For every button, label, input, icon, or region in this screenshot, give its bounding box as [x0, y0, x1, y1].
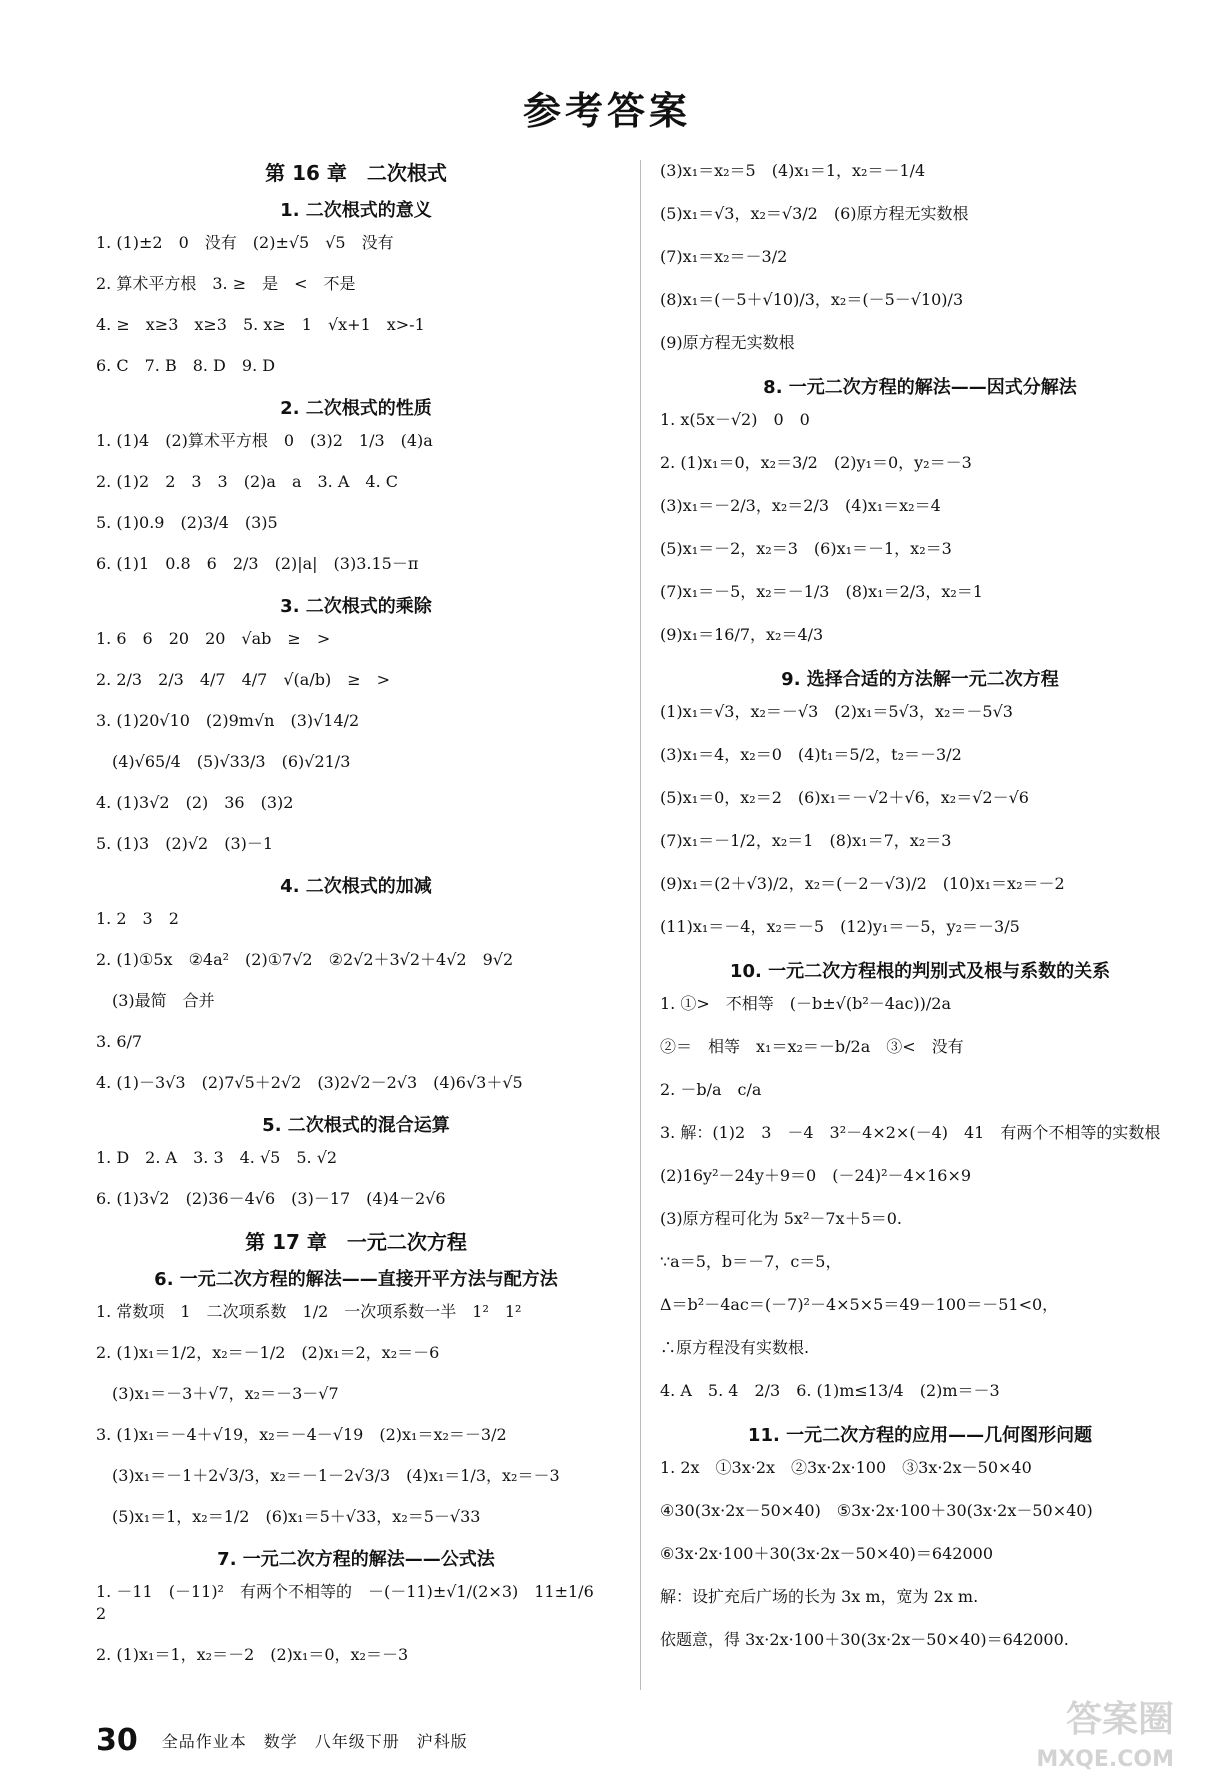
section-heading: 10. 一元二次方程根的判别式及根与系数的关系	[729, 961, 1111, 982]
answer-line: Δ＝b²－4ac＝(－7)²－4×5×5＝49－100＝－51<0，	[660, 1295, 1059, 1314]
section-heading: 6. 一元二次方程的解法——直接开平方法与配方法	[154, 1269, 558, 1290]
answer-line: 3. 6/7	[96, 1032, 143, 1051]
answer-line: 2. (1)x₁＝1，x₂＝－2 (2)x₁＝0，x₂＝－3	[96, 1645, 409, 1664]
answer-line: ④30(3x·2x－50×40) ⑤3x·2x·100＋30(3x·2x－50×40)	[660, 1501, 1093, 1520]
answer-line: (3)x₁＝－2/3，x₂＝2/3 (4)x₁＝x₂＝4	[660, 496, 941, 515]
answer-line: 6. (1)1 0.8 6 2/3 (2)|a| (3)3.15－π	[96, 554, 419, 573]
answer-line: (4)√65/4 (5)√33/3 (6)√21/3	[96, 752, 351, 771]
answer-line: (5)x₁＝－2，x₂＝3 (6)x₁＝－1，x₂＝3	[660, 539, 952, 558]
answer-line: (11)x₁＝－4，x₂＝－5 (12)y₁＝－5，y₂＝－3/5	[660, 917, 1020, 936]
answer-line: (8)x₁＝(－5＋√10)/3，x₂＝(－5－√10)/3	[660, 290, 964, 309]
answer-line: (5)x₁＝0，x₂＝2 (6)x₁＝－√2＋√6，x₂＝√2－√6	[660, 788, 1029, 807]
answer-line: (3)原方程可化为 5x²－7x＋5＝0.	[660, 1209, 903, 1228]
answer-line: 1. －11 (－11)² 有两个不相等的 －(－11)±√1/(2×3) 11±1/6 2	[96, 1582, 610, 1623]
answer-line: 2. 算术平方根 3. ≥ 是 < 不是	[96, 274, 356, 293]
answer-line: 6. C 7. B 8. D 9. D	[96, 356, 276, 375]
section-heading: 8. 一元二次方程的解法——因式分解法	[763, 377, 1077, 398]
answer-line: 2. (1)x₁＝0，x₂＝3/2 (2)y₁＝0，y₂＝－3	[660, 453, 972, 472]
watermark-logo	[914, 1700, 1174, 1780]
answer-line: 4. (1)3√2 (2) 36 (3)2	[96, 793, 294, 812]
answer-line: ∵a＝5，b＝－7，c＝5，	[660, 1252, 842, 1271]
answer-line: 6. (1)3√2 (2)36－4√6 (3)－17 (4)4－2√6	[96, 1189, 446, 1208]
answer-line: 依题意，得 3x·2x·100＋30(3x·2x－50×40)＝642000.	[660, 1630, 1069, 1649]
answer-line: (9)原方程无实数根	[660, 333, 795, 352]
answer-line: 3. 解：(1)2 3 －4 3²－4×2×(－4) 41 有两个不相等的实数根	[660, 1123, 1161, 1142]
answer-line: 解：设扩充后广场的长为 3x m，宽为 2x m.	[660, 1587, 979, 1606]
section-heading: 11. 一元二次方程的应用——几何图形问题	[747, 1425, 1093, 1446]
answer-line: 1. x(5x－√2) 0 0	[660, 410, 810, 429]
answer-line: 1. 6 6 20 20 √ab ≥ >	[96, 629, 331, 648]
answer-line: (7)x₁＝x₂＝－3/2	[660, 247, 788, 266]
section-heading: 4. 二次根式的加减	[280, 876, 432, 897]
answer-line: 1. 常数项 1 二次项系数 1/2 一次项系数一半 1² 1²	[96, 1302, 522, 1321]
section-heading: 5. 二次根式的混合运算	[262, 1115, 450, 1136]
section-heading: 2. 二次根式的性质	[280, 398, 432, 419]
book-info: 全品作业本 数学 八年级下册 沪科版	[161, 1731, 468, 1751]
answer-line: 1. (1)4 (2)算术平方根 0 (3)2 1/3 (4)a	[96, 431, 433, 450]
answer-line: 3. (1)20√10 (2)9m√n (3)√14/2	[96, 711, 360, 730]
answer-line: 1. D 2. A 3. 3 4. √5 5. √2	[96, 1148, 338, 1167]
answer-line: (7)x₁＝－5，x₂＝－1/3 (8)x₁＝2/3，x₂＝1	[660, 582, 983, 601]
watermark-url: MXQE.COM	[1036, 1747, 1174, 1772]
answer-line: 3. (1)x₁＝－4＋√19，x₂＝－4－√19 (2)x₁＝x₂＝－3/2	[96, 1425, 507, 1444]
answer-line: (1)x₁＝√3，x₂＝－√3 (2)x₁＝5√3，x₂＝－5√3	[660, 702, 1013, 721]
left-column	[96, 160, 616, 1685]
answer-line: 1. 2x ①3x·2x ②3x·2x·100 ③3x·2x－50×40	[660, 1458, 1032, 1477]
answer-line: 4. ≥ x≥3 x≥3 5. x≥ 1 √x+1 x>-1	[96, 315, 425, 334]
answer-line: ⑥3x·2x·100＋30(3x·2x－50×40)＝642000	[660, 1544, 994, 1563]
right-column	[660, 160, 1180, 1672]
column-divider	[640, 160, 641, 1690]
answer-line: 1. (1)±2 0 没有 (2)±√5 √5 没有	[96, 233, 394, 252]
section-heading: 9. 选择合适的方法解一元二次方程	[781, 669, 1059, 690]
watermark-text: 答案圈	[1065, 1699, 1174, 1740]
answer-line: (9)x₁＝(2＋√3)/2，x₂＝(－2－√3)/2 (10)x₁＝x₂＝－2	[660, 874, 1065, 893]
answer-line: (5)x₁＝1，x₂＝1/2 (6)x₁＝5＋√33，x₂＝5－√33	[96, 1507, 481, 1526]
answer-line: (3)最简 合并	[96, 991, 215, 1010]
answer-line: 5. (1)0.9 (2)3/4 (3)5	[96, 513, 278, 532]
section-heading: 1. 二次根式的意义	[280, 200, 432, 221]
page-number: 30	[96, 1722, 138, 1758]
answer-line: 2. (1)x₁＝1/2，x₂＝－1/2 (2)x₁＝2，x₂＝－6	[96, 1343, 440, 1362]
answer-line: 5. (1)3 (2)√2 (3)－1	[96, 834, 274, 853]
footer	[96, 1720, 468, 1760]
page-title: 参考答案	[522, 89, 691, 133]
chapter-heading: 第 17 章 一元二次方程	[245, 1230, 467, 1254]
answer-line: ∴原方程没有实数根.	[660, 1338, 810, 1357]
answer-line: 2. 2/3 2/3 4/7 4/7 √(a/b) ≥ >	[96, 670, 391, 689]
answer-line: ②＝ 相等 x₁＝x₂＝－b/2a ③< 没有	[660, 1037, 964, 1056]
section-heading: 3. 二次根式的乘除	[280, 596, 432, 617]
answer-line: (3)x₁＝4，x₂＝0 (4)t₁＝5/2，t₂＝－3/2	[660, 745, 962, 764]
answer-line: 2. (1)2 2 3 3 (2)a a 3. A 4. C	[96, 472, 398, 491]
answer-line: (9)x₁＝16/7，x₂＝4/3	[660, 625, 824, 644]
answer-line: 4. (1)－3√3 (2)7√5＋2√2 (3)2√2－2√3 (4)6√3＋√5	[96, 1073, 523, 1092]
answer-line: (5)x₁＝√3，x₂＝√3/2 (6)原方程无实数根	[660, 204, 969, 223]
answer-line: 2. (1)①5x ②4a² (2)①7√2 ②2√2＋3√2＋4√2 9√2	[96, 950, 514, 969]
answer-line: (3)x₁＝－1＋2√3/3，x₂＝－1－2√3/3 (4)x₁＝1/3，x₂＝－3	[96, 1466, 560, 1485]
answer-line: (3)x₁＝－3＋√7，x₂＝－3－√7	[96, 1384, 339, 1403]
answer-line: 2. －b/a c/a	[660, 1080, 762, 1099]
answer-line: 1. ①> 不相等 (－b±√(b²－4ac))/2a	[660, 994, 952, 1013]
answer-line: (7)x₁＝－1/2，x₂＝1 (8)x₁＝7，x₂＝3	[660, 831, 952, 850]
section-heading: 7. 一元二次方程的解法——公式法	[217, 1549, 495, 1570]
answer-line: 4. A 5. 4 2/3 6. (1)m≤13/4 (2)m＝－3	[660, 1381, 1000, 1400]
answer-line: (2)16y²－24y＋9＝0 (－24)²－4×16×9	[660, 1166, 972, 1185]
answer-line: (3)x₁＝x₂＝5 (4)x₁＝1，x₂＝－1/4	[660, 161, 926, 180]
chapter-heading: 第 16 章 二次根式	[265, 161, 447, 185]
answer-line: 1. 2 3 2	[96, 909, 179, 928]
